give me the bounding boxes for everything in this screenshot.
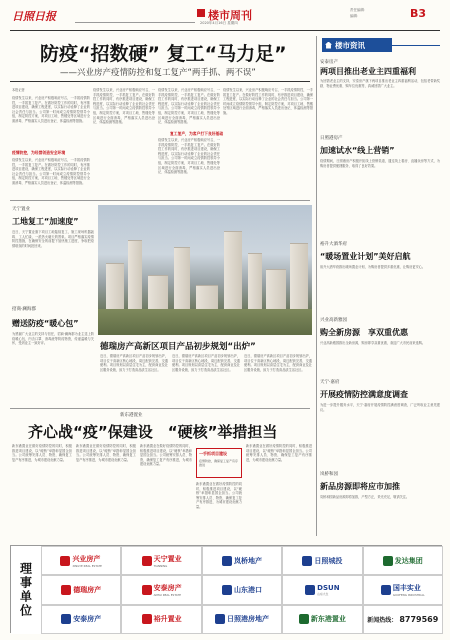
ad-cell — [282, 605, 362, 634]
ad-name: 国丰实业 — [392, 583, 421, 592]
page-code: B3 — [410, 7, 427, 20]
news-5-head: 天宁·嘉府 — [320, 380, 340, 385]
left-news-1-body: 近日，天宁置业旗下项目工地陆续复工，施工现场机器轰鸣、工人忙碌，一派热火朝天的景象。项目严格落实疫情防控措施，在确保安全的前提下加快施工进度，争取把疫情耽误的时间抢回来。 — [12, 230, 94, 248]
ad-name: 岚桥地产 — [233, 556, 262, 565]
ad-name-en: 山东大生 — [317, 591, 329, 596]
ad-name-en: GUOFENG INDUSTRIAL — [392, 592, 425, 597]
ad-cell — [363, 575, 443, 604]
paper-name: 日照日报 — [12, 10, 56, 23]
news-3-title: “暖场置业计划”美好启航 — [320, 252, 411, 261]
masthead-thin-line — [75, 22, 195, 23]
left-news-2-title: 赠送防疫“暖心包” — [12, 319, 79, 328]
ads-grid — [41, 546, 443, 634]
ad-cell — [202, 546, 282, 575]
ad-cell — [41, 546, 121, 575]
lead-kicker: 本报记者 — [12, 88, 25, 92]
ad-logo-icon — [383, 556, 393, 566]
ad-name: 发达集团 — [394, 556, 423, 565]
lead-body-col1: 疫情发生以来，兴业房产积极响应号召，一手抓疫情防控，一手抓复工复产。在做好防控工作的同时，有序推进项目建设，确保工程进度，以实际行动诠释了企业的社会责任与担当。公司第一时间成立疫情防控领导小组，制定防控方案，对项目工地、售楼处等区域进行全面消毒，严格落实人员进出登记、体温检测等措施。 — [12, 96, 90, 123]
bottom-title: 齐心战“疫”保建设 “硬核”举措担当 — [28, 423, 278, 441]
bottom-box — [196, 448, 242, 478]
ad-cell — [41, 605, 121, 634]
masthead-rule — [10, 30, 440, 31]
ad-logo-icon — [142, 556, 152, 566]
ad-cell — [282, 546, 362, 575]
lead-body-col4: 疫情发生以来，兴业房产积极响应号召，一手抓疫情防控，一手抓复工复产。在做好防控工作的同时，有序推进项目建设，确保工程进度，以实际行动诠释了企业的社会责任与担当。公司第一时间成立疫情防控领导小组，制定防控方案，对项目工地、售楼处等区域进行全面消毒，严格落实人员进出登记、体温检测等措施。 — [223, 88, 313, 115]
lead-body-col2: 疫情发生以来，兴业房产积极响应号召，一手抓疫情防控，一手抓复工复产。在做好防控工作的同时，有序推进项目建设，确保工程进度，以实际行动诠释了企业的社会责任与担当。公司第一时间成立疫情防控领导小组，制定防控方案，对项目工地、售楼处等区域进行全面消毒，严格落实人员进出登记、体温检测等措施。 — [93, 88, 155, 125]
bottom-body-col2: 新东港置业在做好疫情防控的同时，积极推进项目建设，以“硬核”举措彰显国企担当。公司统筹安排人员、物资，确保复工复产有序推进，为城市建设贡献力量。 — [76, 444, 136, 462]
news-5-title: 开展疫情防控满意度调查 — [320, 390, 408, 399]
ad-name: 新东港置业 — [310, 615, 346, 624]
vertical-rule-right — [316, 36, 317, 536]
hotline-number: 8779569 — [399, 614, 439, 624]
lead-body-col1b: 疫情发生以来，兴业房产积极响应号召，一手抓疫情防控，一手抓复工复产。在做好防控工作的同时，有序推进项目建设，确保工程进度，以实际行动诠释了企业的社会责任与担当。公司第一时间成立疫情防控领导小组，制定防控方案，对项目工地、售楼处等区域进行全面消毒，严格落实人员进出登记、体温检测等措施。 — [12, 158, 90, 185]
section-title: 楼市周刊 — [208, 9, 252, 22]
left-news-1-head: 天宁置业 — [12, 207, 30, 212]
ad-name: 安泰房产 — [73, 615, 102, 624]
lead-subhead: 疫情防控，为经营创造安全环境 — [12, 150, 66, 155]
lead-rule — [10, 81, 310, 82]
news-3-head: 裕升大酒华府 — [320, 242, 347, 247]
ad-name: 日照港房地产 — [226, 615, 269, 624]
masthead — [0, 0, 450, 30]
ads-band — [10, 545, 442, 633]
news-6-head: 岚桥和园 — [320, 472, 338, 477]
news-1-title: 两项目推出老业主四重福利 — [320, 67, 416, 76]
ad-name-en: XINGYE REAL ESTATE — [72, 563, 102, 568]
ad-name: 山东港口 — [233, 585, 262, 594]
lead-body-col3: 疫情发生以来，兴业房产积极响应号召，一手抓疫情防控，一手抓复工复产。在做好防控工作的同时，有序推进项目建设，确保工程进度，以实际行动诠释了企业的社会责任与担当。公司第一时间成立疫情防控领导小组，制定防控方案，对项目工地、售楼处等区域进行全面消毒，严格落实人员进出登记、体温检测等措施。 — [158, 88, 220, 125]
ad-name: 兴业房产 — [72, 554, 101, 563]
edition-info-2: 编辑： — [350, 14, 361, 18]
ad-logo-icon — [222, 585, 232, 595]
bottom-box-sub: 疫情防控，确保复工复产有序推进 — [199, 459, 239, 467]
bottom-section-head: 新东港置业 — [120, 413, 143, 418]
project-photo — [98, 205, 312, 335]
ad-cell — [121, 546, 201, 575]
lead-title: 防疫“招数硬” 复工“马力足” — [40, 43, 287, 65]
hotline-label: 新闻热线： — [367, 616, 398, 624]
ad-name-en: ANTAI REAL ESTATE — [153, 592, 181, 597]
ad-logo-icon — [60, 556, 70, 566]
left-news-2-head: 招商·澜海郡 — [12, 307, 36, 312]
news-4-title: 购全新房源 享双重优惠 — [320, 328, 408, 337]
news-6-body: 岚桥和园新品房源即将加推，户型方正，采光充足，敬请关注。 — [320, 495, 410, 499]
news-6-title: 新品房源即将应市加推 — [320, 482, 400, 491]
ad-name: 天宁置业 — [153, 554, 182, 563]
ad-logo-icon — [222, 556, 232, 566]
left-news-1-title: 工地复工“加速度” — [12, 217, 79, 226]
ad-logo-icon — [305, 585, 315, 595]
edition-info-1: 责任编辑： — [350, 8, 368, 12]
date-line: 2020年4月16日 星期四 — [200, 21, 238, 25]
ads-side-label: 理事单位 — [11, 546, 41, 634]
news-2-title: 加速试水“线上营销” — [320, 146, 395, 155]
news-1-head: 安泰房产 — [320, 60, 338, 65]
news-2-body: 疫情期间，日照港房产积极开拓线上营销渠道，通过线上看房、直播卖房等方式，为购房者提供便捷服务，取得了良好效果。 — [320, 159, 440, 168]
news-5-body: 为进一步提升服务水平，天宁·嘉府开展疫情防控满意度调查，广泛听取业主意见建议。 — [320, 403, 440, 412]
photo-body-col3: 近日，德瑞房产高新区项目产品初步规划出炉，项目位于高新区核心地段，周边配套完善，交通便利。项目规划以高层住宅为主，配套商业及社区服务设施，致力于打造高品质生活社区。 — [244, 354, 312, 372]
ad-logo-icon — [299, 614, 309, 624]
ad-logo-icon — [61, 585, 71, 595]
bottom-body-col4: 新东港置业在做好疫情防控的同时，积极推进项目建设，以“硬核”举措彰显国企担当。公司统筹安排人员、物资，确保复工复产有序推进，为城市建设贡献力量。 — [196, 482, 242, 509]
lead-body-col3b: 疫情发生以来，兴业房产积极响应号召，一手抓疫情防控，一手抓复工复产。在做好防控工作的同时，有序推进项目建设，确保工程进度，以实际行动诠释了企业的社会责任与担当。公司第一时间成立疫情防控领导小组，制定防控方案，对项目工地、售楼处等区域进行全面消毒，严格落实人员进出登记、体温检测等措施。 — [158, 138, 220, 175]
left-news-2-body: 为感谢广大业主的支持与信任，招商·澜海郡为业主送上防疫暖心包，内含口罩、消毒液等防疫物资，传递温暖与关怀，受到业主一致好评。 — [12, 332, 94, 346]
photo-body-col2: 近日，德瑞房产高新区项目产品初步规划出炉，项目位于高新区核心地段，周边配套完善，交通便利。项目规划以高层住宅为主，配套商业及社区服务设施，致力于打造高品质生活社区。 — [172, 354, 240, 372]
house-icon — [325, 42, 332, 49]
news-4-head: 兴业高新雅园 — [320, 318, 347, 323]
photo-caption: 德瑞房产高新区项目产品初步规划“出炉” — [100, 342, 256, 352]
bottom-body-col5: 新东港置业在做好疫情防控的同时，积极推进项目建设，以“硬核”举措彰显国企担当。公司统筹安排人员、物资，确保复工复产有序推进，为城市建设贡献力量。 — [246, 444, 312, 462]
photo-body-col1: 近日，德瑞房产高新区项目产品初步规划出炉，项目位于高新区核心地段，周边配套完善，交通便利。项目规划以高层住宅为主，配套商业及社区服务设施，致力于打造高品质生活社区。 — [100, 354, 168, 372]
ad-name-en: TIANNING — [153, 563, 168, 568]
ad-name: 安泰房产 — [153, 583, 182, 592]
left-col-rule — [10, 200, 310, 201]
ad-name: 裕升置业 — [153, 615, 182, 624]
bottom-body-col1: 新东港置业在做好疫情防控的同时，积极推进项目建设，以“硬核”举措彰显国企担当。公司统筹安排人员、物资，确保复工复产有序推进，为城市建设贡献力量。 — [12, 444, 72, 462]
ad-name: DSUN — [317, 583, 340, 592]
ad-cell — [363, 546, 443, 575]
ad-logo-icon — [381, 585, 391, 595]
ad-logo-icon — [215, 614, 225, 624]
ad-name: 德瑞房产 — [73, 585, 102, 594]
brand-label: 楼市资讯 — [335, 40, 365, 50]
ad-logo-icon — [142, 585, 152, 595]
ad-logo-icon — [142, 614, 152, 624]
news-2-head: 日照港房产 — [320, 136, 343, 141]
ad-logo-icon — [61, 614, 71, 624]
brand-rule — [392, 45, 440, 46]
ad-cell — [202, 575, 282, 604]
bottom-body-col3: 新东港置业在做好疫情防控的同时，积极推进项目建设，以“硬核”举措彰显国企担当。公司统筹安排人员、物资，确保复工复产有序推进，为城市建设贡献力量。 — [140, 444, 192, 467]
ad-logo-icon — [302, 556, 312, 566]
brand-box — [322, 38, 392, 52]
right-col — [320, 55, 442, 545]
ad-cell — [121, 605, 201, 634]
ad-cell — [41, 575, 121, 604]
lead-subtitle: ——兴业房产疫情防控和复工复产“两手抓、两不误” — [60, 68, 256, 78]
bottom-box-title: 一手抓项目建设 — [199, 451, 227, 456]
center-subhead: 复工复产，为客户打下良好基础 — [170, 131, 224, 136]
section-badge — [197, 9, 205, 17]
ad-cell — [121, 575, 201, 604]
news-3-body: 裕升大酒华府推出暖场置业计划，为购房者提供多重优惠，让购房更安心。 — [320, 265, 426, 269]
news-hotline — [363, 605, 443, 634]
news-1-body: 为回馈老业主的支持，安泰房产旗下两项目推出老业主四重福利活动，包括老带新奖励、物业费优惠、购车位优惠等，真诚回馈广大业主。 — [320, 79, 440, 88]
ad-cell — [282, 575, 362, 604]
news-4-body: 兴业高新雅园推出全新房源，购房即享双重优惠，欢迎广大市民前来选购。 — [320, 341, 426, 345]
ad-cell — [202, 605, 282, 634]
bottom-rule — [10, 408, 310, 409]
ad-name: 日照城投 — [314, 556, 343, 565]
